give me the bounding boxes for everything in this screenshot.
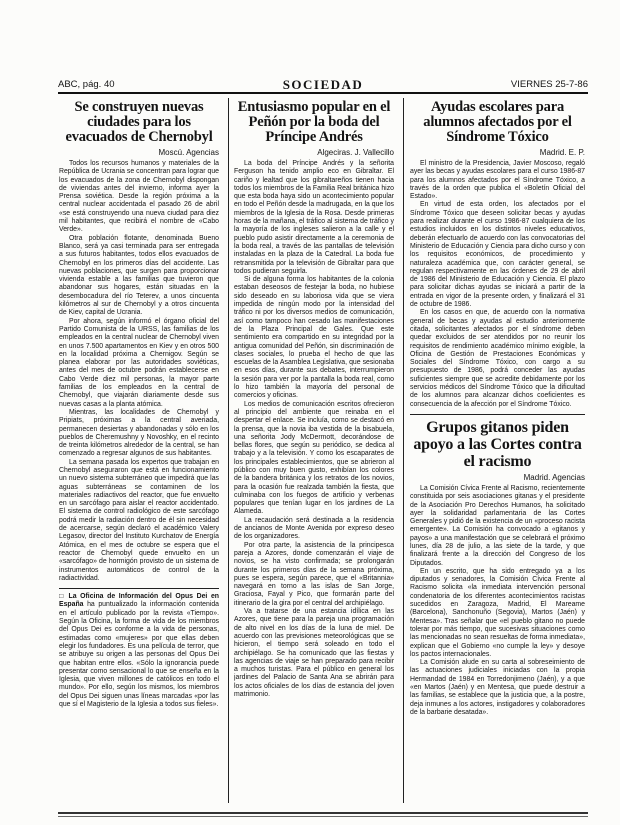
opus-dei-brief [59, 593, 219, 709]
paragraph: La semana pasada los expertos que trabajan en Chernobyl aseguraron que está en funcionamiento un nuevo sistema subterráneo que impedirá que las aguas subterráneas se contaminen de los materiales radiactivos del reactor, que fue envuelto en un sarcófago para aislar el reactor accidentado. El sistema de control radiológico de este sarcófago podrá medir la radiación dentro de él sin necesidad de acercarse, según declaró el académico Valery Legasov, director del Instituto Kurchatov de Energía Atómica, en el mes de octubre se espera que el reactor de Chernobyl quede envuelto en un «sarcófago» de hormigón provisto de un sistema de instrumentos automáticos de control de la radiactividad. [59, 458, 219, 582]
column-right [410, 98, 585, 803]
paragraph: En virtud de esta orden, los afectados por el Síndrome Tóxico que deseen solicitar becas y ayudas para realizar durante el curso 1986-87 cualquiera de los estudios incluidos en los distintos niveles educativos, deberán efectuarlo de acuerdo con las convocatorias del Ministerio de Educación y Ciencia para dicho curso y con los requisitos económicos, de procedimiento y naturaleza académica que, con carácter general, se regulan respectivamente en las órdenes de 29 de abril de 1986 del Ministerio de Educación y Ciencia. El plazo para solicitar dichas ayudas se iniciará a partir de la entrada en vigor de la presente orden, y finalizará el 31 de octubre de 1986. [410, 201, 585, 309]
byline-chernobyl: Moscú. Agencias [158, 148, 219, 157]
byline-gibraltar: Algeciras. J. Vallecillo [317, 148, 394, 157]
page-number: ABC, pág. 40 [58, 79, 115, 90]
paragraph: En los casos en que, de acuerdo con la normativa general de becas y ayudas al estudio anteriormente citada, solicitantes afectados por el síndrome deben quedar excluidos de ser atendidos por no reunir los requisitos de rendimiento académico mínimo exigible, la Oficina de Gestión de Prestaciones Económicas y Sociales del Síndrome Tóxico, con cargo a su presupuesto de 1986, podrá conceder las ayudas suficientes siempre que se acredite debidamente por los servicios médicos del Síndrome Tóxico que la dificultad de los alumnos para alcanzar dichos coeficientes es consecuencia de la afección por el Síndrome Tóxico. [410, 309, 585, 408]
column-divider [403, 98, 404, 803]
column-gibraltar [234, 98, 394, 803]
brief-text: ha puntualizado la información contenida en el artículo publicado por la revista «Tiempo». Según la Oficina, la forma de vida de los miembros del Opus Dei es conforme a la vida de personas, estimadas como «mujeres» por que ellas deben elegir los fundadores. Es una película de terror, que se atribuye su origen a las personas del Opus Dei que habitan entre ellos. «Sólo la ignorancia puede presentar como sensacional lo que se enseña en la Iglesia, que viven millones de católicos en todo el mundo». Por ello, según los mismos, los miembros del Opus Dei siguen unas líneas marcadas «por las que sí el Magisterio de la Iglesia a todos sus fieles». [59, 601, 219, 708]
brief-label: □ La Oficina de Información del Opus Dei en España [59, 593, 219, 609]
column-chernobyl [59, 98, 219, 803]
paragraph: Los medios de comunicación escritos ofrecieron al principio del ambiente que reinaba en el despertar el enlace. Se incluía, como se destacó en la prensa, que la novia iba vestida de la bisabuela, una señorita Jody McDermott, decorándose de bellas flores, que según su periódico, se dedica al trabajo y a la televisión. Y como los escaparates de los principales establecimientos, que se abrieron al público con muy buen gusto, exhibían los colores de la bandera británica y los retratos de los novios, para la ocasión fue realzada también la fiesta, que culminaba con los fuegos de artificio y verbenas populares que tenían lugar en los jardines de La Alameda. [234, 400, 394, 516]
section-title: SOCIEDAD [282, 77, 364, 92]
column-divider [228, 98, 229, 803]
paragraph: La recaudación será destinada a la residencia de ancianos de Monte Avenida por expreso deseo de los organizadores. [234, 516, 394, 541]
headline-gibraltar: Entusiasmo popular en el Peñón por la boda del Príncipe Andrés [237, 99, 391, 145]
paragraph: En un escrito, que ha sido entregado ya a los diputados y senadores, la Comisión Cívica Frente al Racismo solicita «la inmediata intervención personal condenatoria de los diferentes acontecimientos racistas sucedidos en Zaragoza, Madrid, El Mareame (Barcelona), Sanchonuño (Segovia), Martos (Jaén) y Mentesa». Tras señalar que «el pueblo gitano no puede tolerar por más tiempo, que sucesivas situaciones como las mencionadas no sean resueltas de forma inmediata», explican que el Gobierno «no cumple la ley» y desoye los pactos internacionales. [410, 567, 585, 658]
headline-toxic-syndrome: Ayudas escolares para alumnos afectados por el Síndrome Tóxico [423, 99, 572, 145]
paragraph: Otra población flotante, denominada Bueno Blanco, será ya casi terminada para ser entregada a sus futuros habitantes, todos ellos evacuados de Chernobyl en los primeros días del accidente. Las nuevas poblaciones, que surgen para proporcionar vivienda estable a las familias que tuvieron que abandonar sus hogares, están situadas en la desembocadura del río Teterev, a unos cincuenta kilómetros al sur de Chernobyl y a otros cincuenta de Kiev, capital de Ucrania. [59, 234, 219, 317]
paragraph: Va a tratarse de una estancia idílica en las Azores, que tiene para la pareja una programación de alto nivel en los días de la luna de miel. De acuerdo con las previsiones meteorológicas que se hicieron, el tiempo será soleado en todo el archipiélago. Se ha comunicado que las fiestas y las agencias de viaje se han preparado para recibir a muchos turistas. Para el público en general los jardines del Palacio de Santa Ana se abrirán para los actos oficiales de los días de estancia del joven matrimonio. [234, 608, 394, 698]
headline-chernobyl: Se construyen nuevas ciudades para los evacuados de Chernobyl [65, 99, 213, 145]
divider [59, 588, 219, 589]
paragraph: Todos los recursos humanos y materiales de la República de Ucrania se concentran para lograr que los evacuados de la zona de Chernobyl dispongan de viviendas antes del invierno, informa ayer la Prensa soviética. Desde la región próxima a la central nuclear accidentada el pasado 26 de abril «se está construyendo una nueva ciudad para diez mil habitantes, que recibirá el nombre de «Cabo Verde». [59, 160, 219, 234]
byline-toxic-syndrome: Madrid. E. P. [539, 148, 585, 157]
page-footer-rule [58, 816, 588, 817]
headline-gypsy-groups: Grupos gitanos piden apoyo a las Cortes contra el racismo [413, 418, 582, 470]
divider [410, 414, 585, 415]
paragraph: Mientras, las localidades de Chernobyl y Pripiats, próximas a la central averiada, permanecen desiertas y abandonadas y sólo en los pueblos de Cheremushny y Novoshky, en el recinto de treinta kilómetros alrededor de la central, se han comenzado a regresar algunos de sus habitantes. [59, 408, 219, 458]
page-footer-rule [58, 812, 588, 814]
paragraph: Por ahora, según informó el órgano oficial del Partido Comunista de la URSS, las familias de los empleados en la central nuclear de Chernobyl viven en unos 7.500 apartamentos en Kiev y en otros 500 en la localidad próxima a Chernigov. Según se planea elaborar por las autoridades soviéticas, antes del mes de octubre podrán establecerse en Cabo Verde diez mil personas, la mayor parte familias de los empleados en la central de Chernobyl, que viajarán diariamente desde sus nuevas casas a la planta atómica. [59, 317, 219, 408]
issue-date: VIERNES 25-7-86 [510, 79, 588, 90]
paragraph: Por otra parte, la asistencia de la principesca pareja a Azores, donde comenzarán el viaje de novios, se ha visto confirmada; se prolongarán durante los primeros días de la semana próxima, pues se espera, según parece, que el «Britannia» navegará en torno a las islas de San Jorge, Graciosa, Fayal y Pico, que formarán parte del itinerario de la gira por el central del archipiélago. [234, 541, 394, 607]
paragraph: El ministro de la Presidencia, Javier Moscoso, regaló ayer las becas y ayudas escolares para el curso 1986-87 para los alumnos afectados por el Síndrome Tóxico, a través de la orden que publica el «Boletín Oficial del Estado». [410, 160, 585, 201]
paragraph: La Comisión alude en su carta al sobreseimiento de las actuaciones judiciales iniciadas con la propia Hermandad de 1984 en Torredonjimeno (Jaén), y a que «en Martos (Jaén) y en Mentesa, que puede destruir a las familias, se establece que la justicia que, a la postre, deja inmunes a los actores, instigadores y colaboradores de la barbarie desatada». [410, 659, 585, 716]
byline-gypsy-groups: Madrid. Agencias [523, 472, 585, 482]
paragraph: La Comisión Cívica Frente al Racismo, recientemente constituida por seis asociaciones gitanas y el presidente de la Asociación Pro Derechos Humanos, ha solicitado ayer la solidaridad parlamentaria de las Cortes Generales y pidió de la existencia de un «proceso racista emergente». La Comisión ha convocado a «gitanos y payos» a una manifestación que se celebrará el próximo lunes, día 28 de julio, a las siete de la tarde, y que finalizará frente a la dirección del Congreso de los Diputados. [410, 484, 585, 567]
paragraph: La boda del Príncipe Andrés y la señorita Ferguson ha tenido amplio eco en Gibraltar. El cariño y lealtad que los gibraltareños tienen hacia todos los miembros de la Familia Real británica hizo que esta boda haya sido un acontecimiento popular en todo el Peñón desde la madrugada, en la que los miembros de la Iglesia de la Rosa. Desde primeras horas de la mañana, el tráfico al sistema de tráfico y la mayoría de los ingleses salieron a la calle y el pueblo pudo asistir directamente a la ceremonia de la boda real, a través de las pantallas de televisión instaladas en la plaza de la Catedral. La boda fue retransmitida por la televisión de Gibraltar para que todos pudieran seguirla. [234, 160, 394, 275]
page-header [58, 78, 588, 94]
paragraph: Si de alguna forma los habitantes de la colonia estaban deseosos de festejar la boda, no hubiese sido deseado en su laboriosa vida que se viera impedida de ningún modo por la intensidad del tráfico ni por los diversos medios de comunicación, así como tampoco han cesado las manifestaciones de la Plaza Principal de Gales. Que este sentimiento era compartido en su integridad por la antigua comunidad del Peñón, sin discriminación de clases sociales, lo prueba el hecho de que las escuelas de la Asamblea Legislativa, que sesionaba en esos días, durante sus debates, interrumpieron la sesión para ver por la pantalla la boda real, como lo hizo también la mayoría del personal de comercios y oficinas. [234, 276, 394, 400]
